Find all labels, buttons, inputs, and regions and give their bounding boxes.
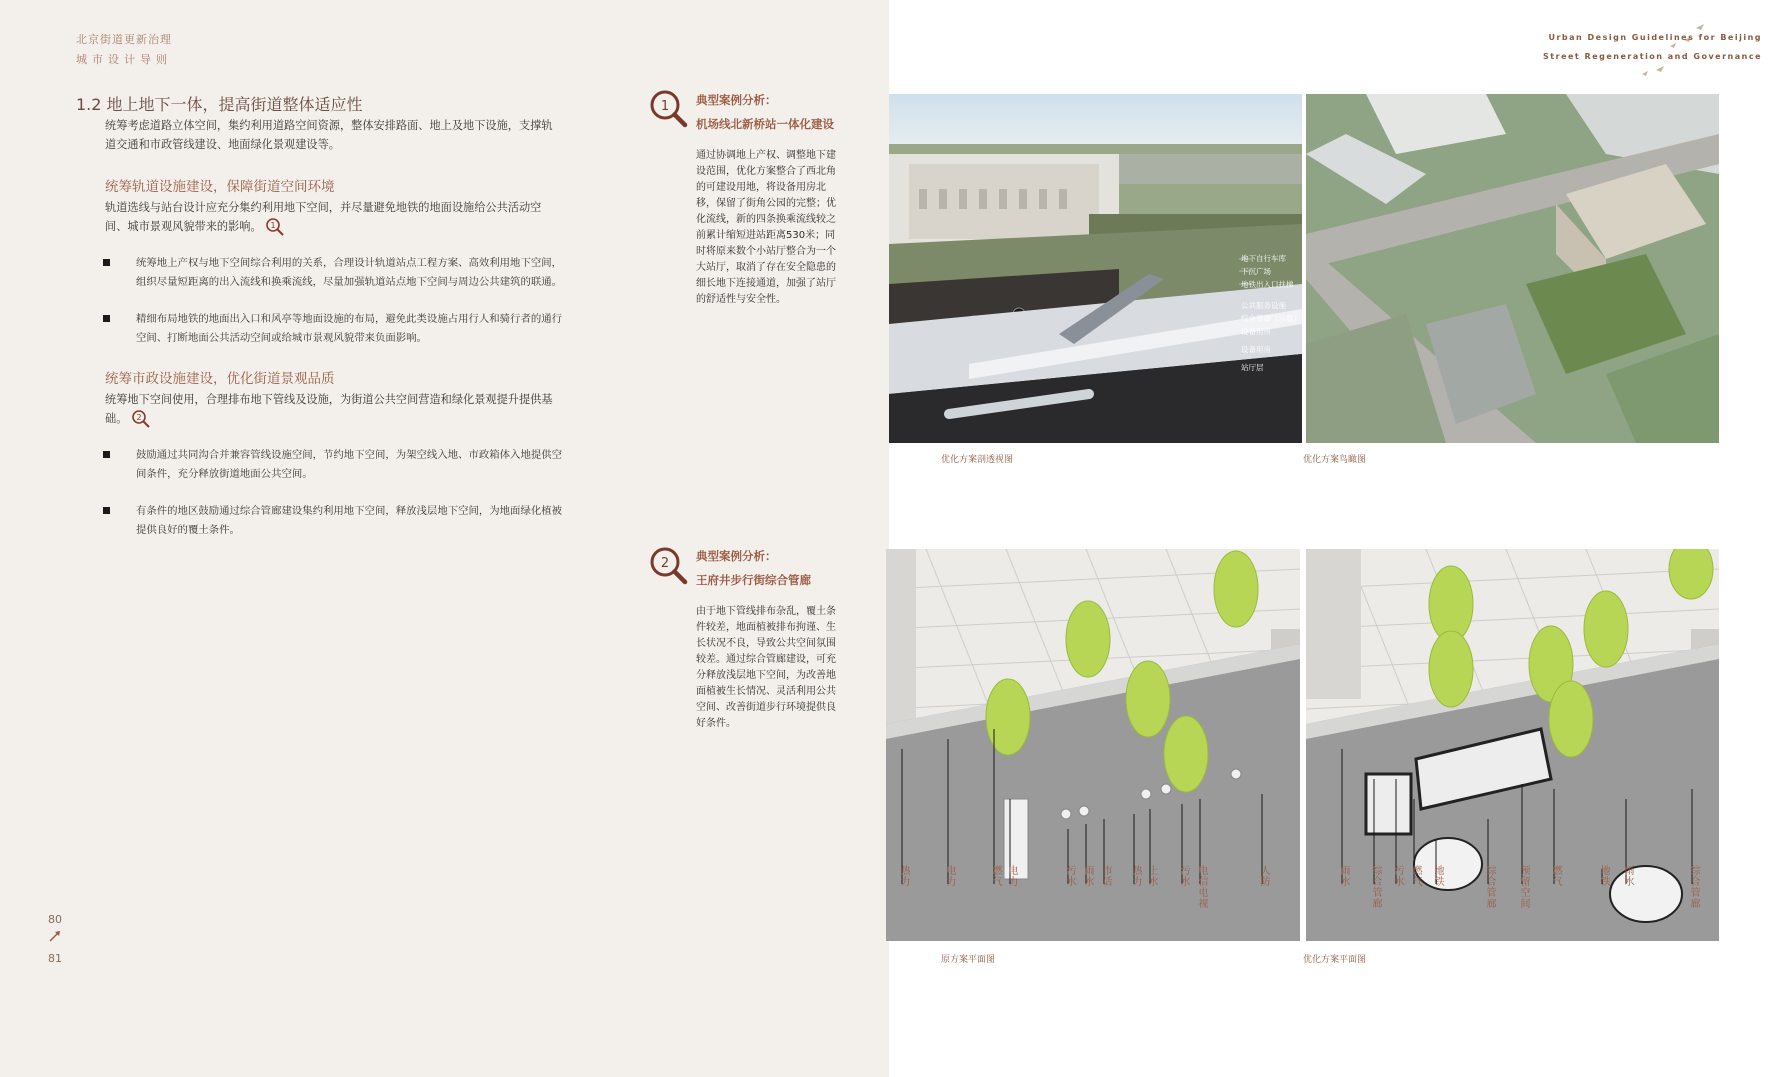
book-title-cn <box>76 30 172 70</box>
rail-bullet-1-text: 统筹地上产权与地下空间综合利用的关系，合理设计轨道站点工程方案、高效利用地下空间，组织尽量短距离的出入流线和换乘流线，尽量加强轨道站点地下空间与周边公共建筑的联通。 <box>136 257 563 288</box>
case-2-caption-right: 优化方案平面图 <box>1303 955 1367 965</box>
municipal-bullet-2-text: 有条件的地区鼓励通过综合管廊建设集约利用地下空间，释放浅层地下空间，为地面绿化植被提供良好的覆土条件。 <box>136 505 563 536</box>
case-1-number: 1 <box>660 99 670 114</box>
pipe-label: 污水 <box>1392 865 1403 887</box>
pipe-label: 污水 <box>1064 865 1075 887</box>
municipal-bullet-2 <box>103 502 563 540</box>
callout-equipment-room-1: 设备用房 <box>1241 327 1271 336</box>
pipe-label: 预留空间 <box>1518 865 1529 909</box>
case-2-original-pipe-labels <box>886 865 1300 935</box>
pipe-label: 污水 <box>1178 865 1189 887</box>
case-2-optimized-pipe-labels <box>1306 865 1719 935</box>
book-title-en-line1: Urban Design Guidelines for Beijing <box>1548 33 1762 42</box>
pipe-label: 热力 <box>1130 865 1141 887</box>
pipe-label: 雨水 <box>1622 865 1633 887</box>
page-numbers <box>48 910 62 968</box>
book-title-line2: 城市设计导则 <box>76 53 172 66</box>
bullet-marker <box>103 451 110 458</box>
pipe-label: 地铁 <box>1432 865 1443 887</box>
pipe-label: 燃气 <box>1550 865 1561 887</box>
rail-bullet-1 <box>103 254 563 292</box>
book-title-line1: 北京街道更新治理 <box>76 33 172 46</box>
book-title-en <box>1543 28 1762 66</box>
page-number-right: 81 <box>48 952 62 965</box>
pipe-label: 综合管廊 <box>1370 865 1381 909</box>
case-1-aerial-image <box>1306 94 1719 443</box>
case-1-heading <box>696 88 834 136</box>
arrow-icon <box>48 929 62 943</box>
case-2-magnifier-icon <box>648 545 690 587</box>
pipe-label: 地铁 <box>1598 865 1609 887</box>
case-2-original-plan-image <box>886 549 1300 941</box>
svg-text:1: 1 <box>270 221 276 230</box>
bullet-marker <box>103 315 110 322</box>
pipe-label: 综合管廊 <box>1484 865 1495 909</box>
pipe-label: 市话 <box>1100 865 1111 887</box>
book-title-en-line2: Street Regeneration and Governance <box>1543 52 1762 61</box>
case-2-description: 由于地下管线排布杂乱，覆土条件较差，地面植被排布拘谨、生长状况不良，导致公共空间氛围较差。通过综合管廊建设，可充分释放浅层地下空间，为改善地面植被生长情况、灵活利用公共空间、改善街道步行环境提供良好条件。 <box>696 606 836 729</box>
bullet-marker <box>103 259 110 266</box>
case-1-section-perspective-image <box>889 94 1302 443</box>
svg-text:2: 2 <box>136 413 142 422</box>
page-number-left: 80 <box>48 913 62 926</box>
case-1-magnifier-icon <box>648 88 690 130</box>
municipal-subtitle: 统筹市政设施建设，优化街道景观品质 <box>105 371 335 387</box>
case-2-number: 2 <box>660 556 670 571</box>
section-intro: 统筹考虑道路立体空间，集约利用道路空间资源，整体安排路面、地上及地下设施，支撑轨道交通和市政管线建设、地面绿化景观建设等。 <box>105 119 553 151</box>
case-2-caption-left: 原方案平面图 <box>941 955 996 965</box>
case-1-caption-right: 优化方案鸟瞰图 <box>1303 455 1367 465</box>
municipal-intro-text: 统筹地下空间使用，合理排布地下管线及设施，为街道公共空间营造和绿化景观提升提供基础。 <box>105 393 553 425</box>
case-1-label: 典型案例分析： <box>696 93 777 107</box>
rail-intro <box>105 198 563 237</box>
rail-subtitle: 统筹轨道设施建设，保障街道空间环境 <box>105 179 335 195</box>
municipal-bullet-1-text: 鼓励通过共同沟合并兼容管线设施空间，节约地下空间，为架空线入地、市政箱体入地提供空间条件，充分释放街道地面公共空间。 <box>136 449 563 480</box>
callout-sunken-plaza: 下沉广场 <box>1241 267 1271 276</box>
pipe-label: 上水 <box>1146 865 1157 887</box>
case-2-heading <box>696 544 811 592</box>
rail-bullet-2-text: 精细布局地铁的地面出入口和风亭等地面设施的布局，避免此类设施占用行人和骑行者的通行空间、打断地面公共活动空间或给城市景观风貌带来负面影响。 <box>136 313 563 344</box>
callout-public-service: 公共服务设施 <box>1241 301 1286 310</box>
case-1-callouts <box>1241 252 1301 374</box>
pipe-label: 燃气 <box>1410 865 1421 887</box>
magnifier-1-icon[interactable] <box>265 217 285 237</box>
case-2-optimized-plan-image <box>1306 549 1719 941</box>
callout-subway-escalator: 地铁出入口扶梯 <box>1241 280 1294 289</box>
case-1-caption-left: 优化方案剖透视图 <box>941 455 1014 465</box>
case-1-description: 通过协调地上产权、调整地下建设范围，优化方案整合了西北角的可建设用地，将设备用房北移，保留了街角公园的完整；优化流线，新的四条换乘流线较之前累计缩短进站距离530米；同时将原来数个小站厅整合为一个大站厅，取消了存在安全隐患的细长地下连接通道，加强了站厅的舒适性与安全性。 <box>696 150 836 305</box>
callout-utility-tunnel: 综合管廊（示意） <box>1241 314 1301 323</box>
rail-intro-text: 轨道选线与站台设计应充分集约利用地下空间，并尽量避免地铁的地面设施给公共活动空间、城市景观风貌带来的影响。 <box>105 201 542 233</box>
pipe-label: 电信电视 <box>1196 865 1207 909</box>
pipe-label: 燃气 <box>990 865 1001 887</box>
case-2-label: 典型案例分析： <box>696 549 777 563</box>
rail-bullet-2 <box>103 310 563 348</box>
bullet-marker <box>103 507 110 514</box>
municipal-intro <box>105 390 563 429</box>
pipe-label: 人防 <box>1258 865 1269 887</box>
case-2-name: 王府井步行街综合管廊 <box>696 573 811 587</box>
pipe-label: 电力 <box>1006 865 1017 887</box>
pipe-label: 雨水 <box>1082 865 1093 887</box>
callout-concourse: 站厅层 <box>1241 363 1264 372</box>
pipe-label: 电力 <box>944 865 955 887</box>
pipe-label: 热力 <box>898 865 909 887</box>
pipe-label: 综合管廊 <box>1688 865 1699 909</box>
pipe-label: 雨水 <box>1338 865 1349 887</box>
callout-equipment-room-2: 设备用房 <box>1241 345 1271 354</box>
municipal-bullet-1 <box>103 446 563 484</box>
callout-bike-garage: 地下自行车库 <box>1241 254 1286 263</box>
magnifier-2-icon[interactable] <box>131 409 151 429</box>
section-title: 1.2 地上地下一体，提高街道整体适应性 <box>76 95 363 114</box>
case-1-name: 机场线北新桥站一体化建设 <box>696 117 834 131</box>
